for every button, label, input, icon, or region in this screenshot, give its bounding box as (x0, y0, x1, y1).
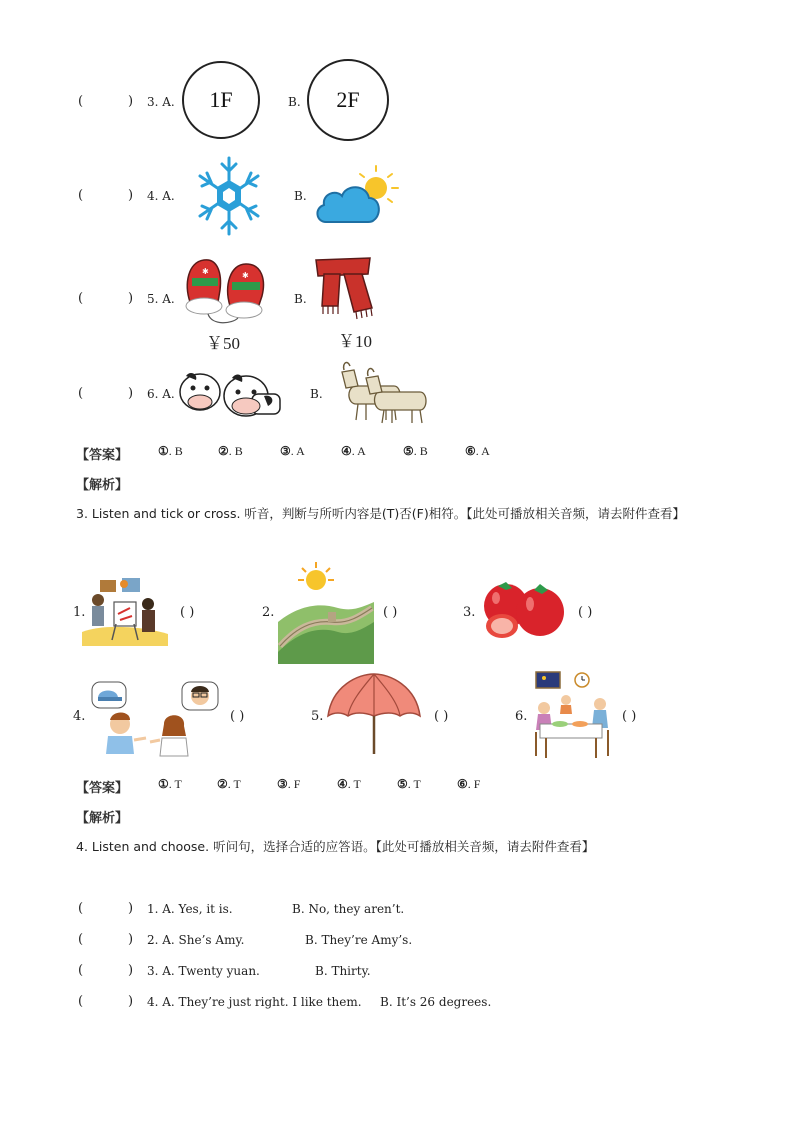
option-a: 3. A. Twenty yuan. (147, 964, 260, 978)
item-number: 3. (463, 605, 476, 620)
item-number: 4. (73, 709, 86, 724)
answer-item: ④. T (337, 777, 361, 791)
svg-text:✱: ✱ (202, 267, 209, 276)
answer-item: ③. F (277, 777, 301, 791)
option-b-label: B. (294, 189, 307, 203)
option-a: 4. A. They’re just right. I like them. (147, 995, 362, 1009)
snowflake-icon (196, 154, 262, 238)
goats-icon (332, 360, 432, 424)
option-a: 2. A. She’s Amy. (147, 933, 245, 947)
answer-item: ⑥. F (457, 777, 481, 791)
answer-paren: ( ) (622, 709, 637, 724)
answer-paren-left: ( (78, 94, 84, 109)
option-b-label: B. (294, 292, 307, 306)
answer-paren: ( ) (383, 605, 398, 620)
option-a-label: 4. A. (147, 189, 175, 203)
item-number: 2. (262, 605, 275, 620)
answer-paren-left: ( (78, 188, 84, 203)
answer-item: ⑥. A (465, 444, 490, 458)
section4-heading: 4. Listen and choose. 听问句，选择合适的应答语。【此处可播放相关音频，请去附件查看】 (76, 839, 595, 854)
option-b: B. Thirty. (315, 964, 371, 978)
item-number: 5. (311, 709, 324, 724)
answer-item: ⑤. B (403, 444, 428, 458)
cows-icon (178, 364, 282, 422)
answer-item: ③. A (280, 444, 305, 458)
svg-text:✱: ✱ (242, 271, 249, 280)
answer-item: ①. T (158, 777, 182, 791)
analysis-heading: 【解析】 (76, 811, 129, 826)
great-wall-icon (278, 562, 374, 664)
answer-heading: 【答案】 (76, 781, 129, 796)
option-a-label: 5. A. (147, 292, 175, 306)
option-b-label: B. (288, 95, 301, 109)
answer-paren-left: ( (78, 994, 84, 1009)
answer-paren: ( ) (578, 605, 593, 620)
scarf-price: ￥10 (338, 332, 372, 351)
floor-2f-text: 2F (336, 87, 360, 112)
option-a-label: 3. A. (147, 95, 175, 109)
answer-paren: ( ) (180, 605, 195, 620)
answer-paren-right: ) (128, 963, 134, 978)
answer-item: ②. B (218, 444, 243, 458)
mittens-icon (182, 254, 270, 330)
option-a-label: 6. A. (147, 387, 175, 401)
option-b: B. No, they aren’t. (292, 902, 405, 916)
tomatoes-icon (482, 578, 566, 644)
answer-paren: ( ) (434, 709, 449, 724)
umbrella-icon (326, 672, 422, 756)
kids-talking-icon (90, 680, 220, 758)
option-b: B. They’re Amy’s. (305, 933, 413, 947)
answer-item: ④. A (341, 444, 366, 458)
answer-paren-left: ( (78, 901, 84, 916)
scarf-icon (310, 256, 376, 320)
family-dinner-icon (530, 670, 612, 760)
answer-item: ⑤. T (397, 777, 421, 791)
floor-1f-circle (182, 61, 260, 139)
floor-2f-circle (307, 59, 389, 141)
answer-paren-left: ( (78, 963, 84, 978)
answer-paren-right: ) (128, 932, 134, 947)
cloud-sun-icon (314, 164, 402, 226)
answer-item: ①. B (158, 444, 183, 458)
answer-item: ②. T (217, 777, 241, 791)
answer-paren-right: ) (128, 994, 134, 1009)
answer-paren-left: ( (78, 932, 84, 947)
section3-heading: 3. Listen and tick or cross. 听音，判断与所听内容是(T)否(F)相符。【此处可播放相关音频，请去附件查看】 (76, 506, 685, 521)
answer-paren-right: ) (128, 901, 134, 916)
answer-paren-right: ) (128, 188, 134, 203)
option-a: 1. A. Yes, it is. (147, 902, 233, 916)
mittens-price: ￥50 (206, 334, 240, 353)
answer-paren-right: ) (128, 291, 134, 306)
analysis-heading: 【解析】 (76, 478, 129, 493)
answer-paren-left: ( (78, 386, 84, 401)
item-number: 6. (515, 709, 528, 724)
option-b-label: B. (310, 387, 323, 401)
answer-heading: 【答案】 (76, 448, 129, 463)
painting-scene-icon (82, 574, 168, 646)
answer-paren-left: ( (78, 291, 84, 306)
option-b: B. It’s 26 degrees. (380, 995, 492, 1009)
floor-1f-text: 1F (209, 87, 233, 112)
answer-paren-right: ) (128, 94, 134, 109)
answer-paren-right: ) (128, 386, 134, 401)
item-number: 1. (73, 605, 86, 620)
answer-paren: ( ) (230, 709, 245, 724)
